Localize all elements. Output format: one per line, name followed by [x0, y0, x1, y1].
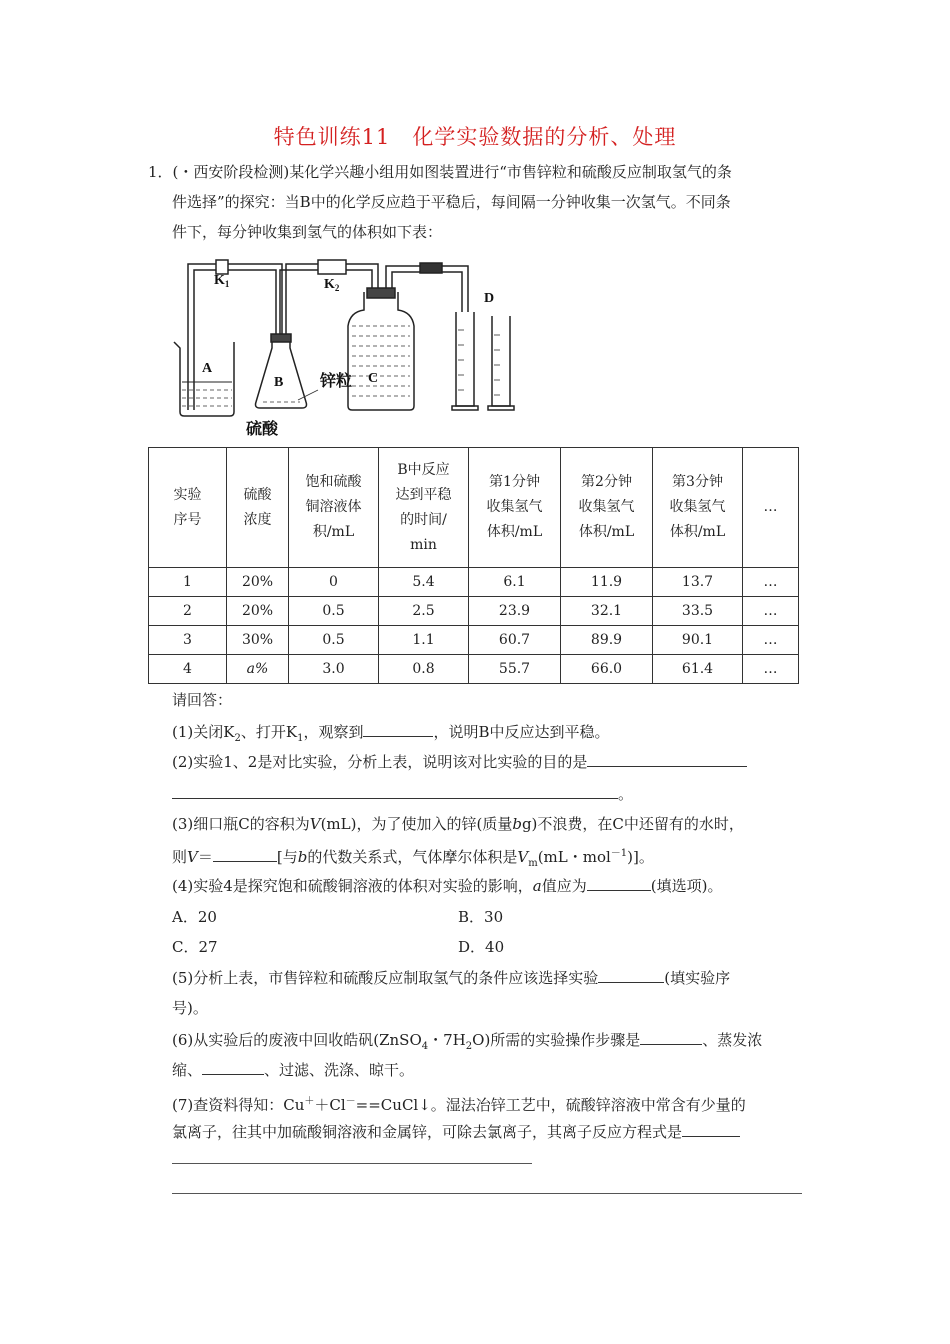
table-cell: a% — [227, 655, 289, 684]
table-cell: 32.1 — [561, 597, 653, 626]
table-cell: 55.7 — [469, 655, 561, 684]
question-4: (4)实验4是探究饱和硫酸铜溶液的体积对实验的影响，a值应为 (填选项)。 — [172, 877, 723, 895]
question-6-line-2: 缩、 、过滤、洗涤、晾干。 — [172, 1061, 415, 1079]
answer-line[interactable] — [172, 1193, 802, 1194]
answer-blank[interactable] — [172, 784, 618, 799]
table-header-cell: … — [743, 448, 799, 568]
table-cell: 23.9 — [469, 597, 561, 626]
question-1: (1)关闭$K_2$、打开$K_1$，观察到 ，说明B中反应达到平稳。 — [172, 723, 610, 744]
label-k1: $K_1$ — [214, 273, 230, 289]
question-6: (6)从实验后的废液中回收皓矾(ZnSO$_4$・$7H_2O$)所需的实验操作步骤是 、蒸发浓 — [172, 1031, 763, 1052]
table-cell: 13.7 — [653, 568, 743, 597]
answer-blank[interactable] — [587, 752, 747, 767]
table-header-cell: 第3分钟 收集氢气 体积/mL — [653, 448, 743, 568]
answer-blank[interactable] — [640, 1030, 702, 1045]
table-cell: … — [743, 626, 799, 655]
table-cell: 89.9 — [561, 626, 653, 655]
question-3: (3)细口瓶C的容积为V(mL)，为了使加入的锌(质量bg)不浪费，在C中还留有的水时， — [172, 815, 744, 833]
table-cell: 60.7 — [469, 626, 561, 655]
option-b[interactable]: B．30 — [458, 908, 504, 926]
table-cell: … — [743, 597, 799, 626]
table-cell: 1.1 — [379, 626, 469, 655]
answer-blank[interactable] — [202, 1060, 264, 1075]
question-3-line-2: 则V＝ [与b的代数关系式，气体摩尔体积是$V_m(mL$・mol$^{-1}$)]。 — [172, 848, 654, 869]
table-cell: … — [743, 655, 799, 684]
label-d: D — [484, 291, 495, 306]
answer-intro: 请回答： — [172, 691, 233, 709]
table-header-row — [149, 448, 799, 568]
answer-blank[interactable] — [598, 968, 664, 983]
option-a[interactable]: A．20 — [172, 908, 217, 926]
table-cell: 11.9 — [561, 568, 653, 597]
table-cell: 0.5 — [289, 597, 379, 626]
table-cell: 33.5 — [653, 597, 743, 626]
table-cell: 1 — [149, 568, 227, 597]
apparatus-diagram — [168, 250, 528, 445]
table-cell: … — [743, 568, 799, 597]
table-row — [149, 626, 799, 655]
table-header-cell: 第2分钟 收集氢气 体积/mL — [561, 448, 653, 568]
table-cell: 90.1 — [653, 626, 743, 655]
table-cell: 2 — [149, 597, 227, 626]
table-cell: 4 — [149, 655, 227, 684]
table-cell: 6.1 — [469, 568, 561, 597]
table-row — [149, 568, 799, 597]
question-intro-line-1: 1．(・西安阶段检测)某化学兴趣小组用如图装置进行“市售锌粒和硫酸反应制取氢气的条 — [148, 163, 732, 181]
label-acid: 硫酸 — [246, 421, 279, 438]
question-intro-line-3: 件下，每分钟收集到氢气的体积如下表： — [172, 223, 443, 241]
table-cell: 20% — [227, 597, 289, 626]
table-header-cell: 实验 序号 — [149, 448, 227, 568]
label-k2: $K_2$ — [324, 277, 340, 293]
table-cell: 3 — [149, 626, 227, 655]
table-row — [149, 655, 799, 684]
label-zinc: 锌粒 — [320, 373, 353, 390]
table-cell: 2.5 — [379, 597, 469, 626]
question-7: (7)查资料得知：Cu＋＋Cl－==CuCl↓。湿法冶锌工艺中，硫酸锌溶液中常含有少量的 — [172, 1096, 746, 1114]
table-header-cell: 饱和硫酸 铜溶液体 积/mL — [289, 448, 379, 568]
answer-blank[interactable] — [587, 876, 651, 891]
option-d[interactable]: D．40 — [458, 938, 505, 956]
question-5-line-2: 号)。 — [172, 999, 208, 1017]
answer-blank[interactable] — [363, 722, 433, 737]
table-header-cell: B中反应 达到平稳 的时间/ min — [379, 448, 469, 568]
answer-blank[interactable] — [682, 1122, 740, 1137]
table-cell: 0.5 — [289, 626, 379, 655]
answer-line[interactable] — [172, 1163, 532, 1164]
label-c: C — [368, 371, 379, 386]
table-header-cell: 第1分钟 收集氢气 体积/mL — [469, 448, 561, 568]
table-cell: 66.0 — [561, 655, 653, 684]
question-7-line-2: 氯离子，往其中加硫酸铜溶液和金属锌，可除去氯离子，其离子反应方程式是 — [172, 1122, 740, 1142]
question-5: (5)分析上表，市售锌粒和硫酸反应制取氢气的条件应该选择实验 (填实验序 — [172, 969, 731, 987]
table-cell: 61.4 — [653, 655, 743, 684]
label-b: B — [274, 375, 284, 390]
table-row — [149, 597, 799, 626]
question-2-line-2: 。 — [172, 784, 633, 804]
table-cell: 3.0 — [289, 655, 379, 684]
table-cell: 20% — [227, 568, 289, 597]
question-intro-line-2: 件选择”的探究：当B中的化学反应趋于平稳后，每间隔一分钟收集一次氢气。不同条 — [172, 193, 731, 211]
table-cell: 30% — [227, 626, 289, 655]
question-2: (2)实验1、2是对比实验，分析上表，说明该对比实验的目的是 — [172, 752, 747, 772]
table-cell: 5.4 — [379, 568, 469, 597]
page-title: 特色训练11 化学实验数据的分析、处理 — [273, 125, 677, 149]
table-cell: 0.8 — [379, 655, 469, 684]
data-table — [148, 447, 799, 684]
option-c[interactable]: C．27 — [172, 938, 218, 956]
table-header-cell: 硫酸 浓度 — [227, 448, 289, 568]
label-a: A — [202, 361, 213, 376]
table-cell: 0 — [289, 568, 379, 597]
answer-blank[interactable] — [213, 847, 277, 862]
